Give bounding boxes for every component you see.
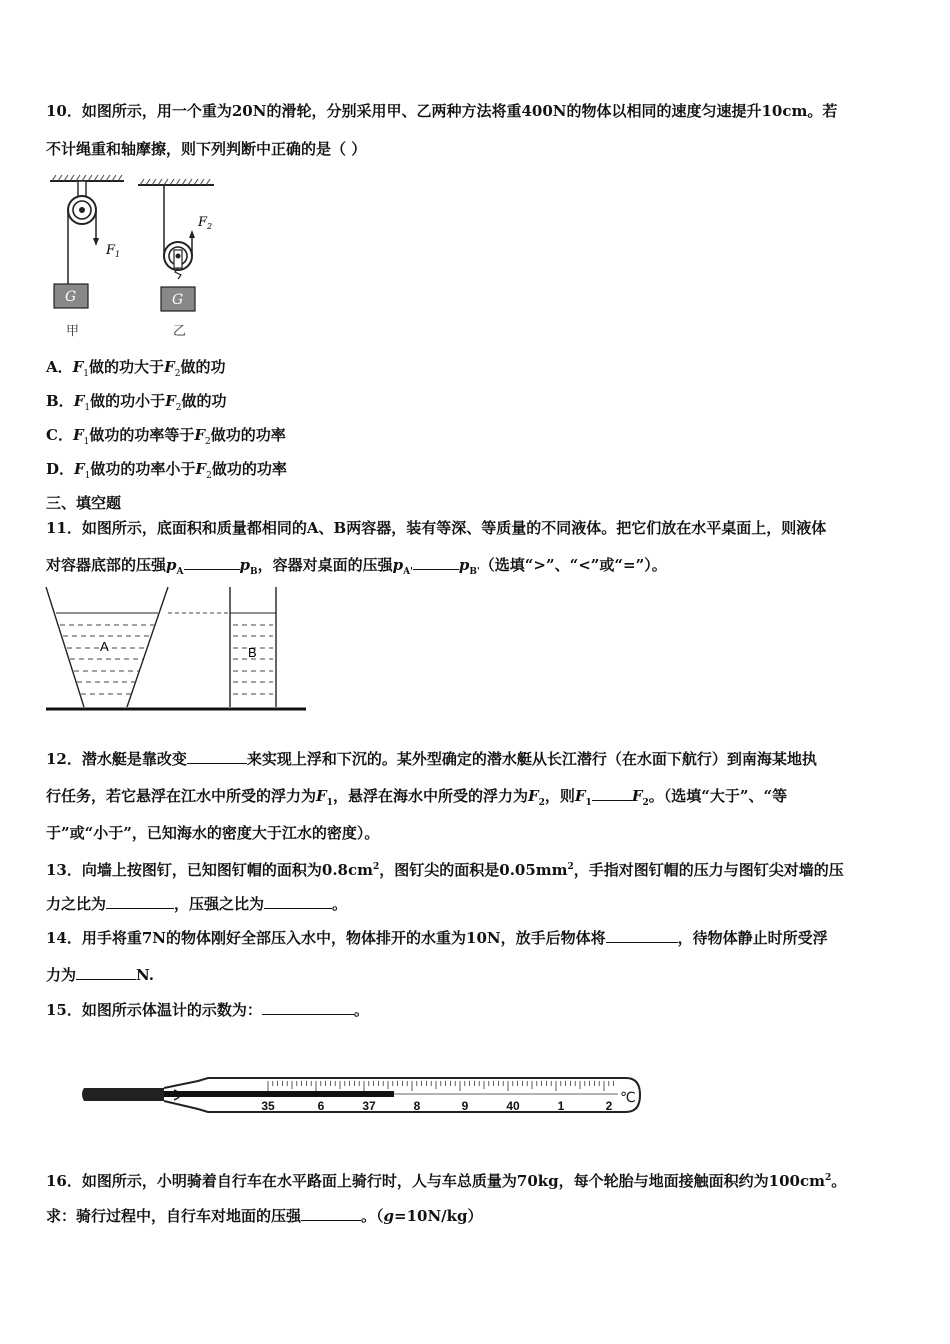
blank-q14-1[interactable] xyxy=(606,928,678,943)
weight-b-label: G xyxy=(172,292,184,308)
section-heading: 三、填空题 xyxy=(46,494,122,512)
tick-label: 9 xyxy=(461,1099,469,1113)
q11-line2: 对容器底部的压强$p_A$ $p_B$，容器对桌面的压强$p_{A'}$ $p_{B'}$（选填“>”、“<”或“=”）。 xyxy=(46,556,667,577)
movable-pulley xyxy=(164,242,192,279)
container-a xyxy=(46,587,168,707)
blank-q11-2[interactable] xyxy=(413,555,459,570)
option-b: B．$F_1$做的功小于$F_2$做的功 xyxy=(46,392,227,413)
option-d: D．$F_1$做功的功率小于$F_2$做功的功率 xyxy=(46,460,287,481)
q13-line2: 力之比为 ，压强之比为 。 xyxy=(46,895,348,913)
q16-line2: 求：骑行过程中，自行车对地面的压强 。（g=10N/kg） xyxy=(46,1207,483,1225)
thermometer-bulb xyxy=(82,1088,164,1101)
q10-line2: 不计绳重和轴摩擦，则下列判断中正确的是（ ） xyxy=(46,140,367,158)
label-f1: $F_1$ xyxy=(106,243,121,259)
blank-q12-1[interactable] xyxy=(187,749,247,764)
tick-label: 8 xyxy=(413,1099,421,1113)
q13-line1: 13．向墙上按图钉，已知图钉帽的面积为$0.8cm^2$，图钉尖的面积是$0.05mm^2$，手指对图钉帽的压力与图钉尖对墙的压 xyxy=(46,861,844,879)
q12-line3: 于”或“小于”，已知海水的密度大于江水的密度）。 xyxy=(46,824,380,842)
q14-line1: 14．用手将重7N的物体刚好全部压入水中，物体排开的水重为10N，放手后物体将 ，待物体静止时所受浮 xyxy=(46,929,828,947)
q14-line2: 力为 N. xyxy=(46,966,154,984)
tick-label: 6 xyxy=(317,1099,325,1113)
arrow-f2 xyxy=(189,230,195,238)
option-a: A．$F_1$做的功大于$F_2$做的功 xyxy=(46,358,226,379)
caption-yi: 乙 xyxy=(173,324,187,339)
tick-label: 2 xyxy=(605,1099,613,1113)
q10-line1: 10．如图所示，用一个重为20N的滑轮，分别采用甲、乙两种方法将重400N的物体以相同的速度匀速提升10cm。若 xyxy=(46,102,838,120)
q11-line1: 11．如图所示，底面积和质量都相同的A、B两容器，装有等深、等质量的不同液体。把它们放在水平桌面上，则液体 xyxy=(46,519,827,537)
fixed-pulley xyxy=(68,181,96,224)
thermometer-scale xyxy=(268,1081,614,1091)
tick-label: 35 xyxy=(261,1099,275,1113)
caption-jia: 甲 xyxy=(66,324,80,339)
blank-q12-2[interactable] xyxy=(592,786,632,801)
thermometer-figure xyxy=(78,1068,644,1118)
option-c: C．$F_1$做功的功率等于$F_2$做功的功率 xyxy=(46,426,286,447)
blank-q16[interactable] xyxy=(301,1206,361,1221)
tick-label: 37 xyxy=(362,1099,376,1113)
blank-q14-2[interactable] xyxy=(76,965,136,980)
blank-q11-1[interactable] xyxy=(184,555,240,570)
tick-label: 1 xyxy=(557,1099,565,1113)
q12-line1: 12．潜水艇是靠改变 来实现上浮和下沉的。某外型确定的潜水艇从长江潜行（在水面下航行）到南海某地执 xyxy=(46,750,817,768)
label-b: B xyxy=(248,645,257,660)
container-b xyxy=(230,587,276,707)
pulley-figure xyxy=(46,172,236,340)
tick-label: 40 xyxy=(506,1099,520,1113)
blank-q13-2[interactable] xyxy=(264,894,332,909)
q16-line1: 16．如图所示，小明骑着自行车在水平路面上骑行时，人与车总质量为70kg，每个轮胎与地面接触面积约为$100cm^2$。 xyxy=(46,1172,847,1190)
q15-line1: 15．如图所示体温计的示数为： 。 xyxy=(46,1001,369,1019)
blank-q15[interactable] xyxy=(262,1000,354,1015)
weight-a-label: G xyxy=(65,289,77,305)
ceiling-a xyxy=(50,175,124,181)
arrow-f1 xyxy=(93,238,99,246)
blank-q13-1[interactable] xyxy=(106,894,174,909)
label-a: A xyxy=(100,639,109,654)
ceiling-b xyxy=(138,179,214,185)
unit-celsius: ℃ xyxy=(620,1090,636,1106)
mercury-column xyxy=(164,1091,394,1097)
label-f2: $F_2$ xyxy=(198,215,213,231)
containers-figure xyxy=(44,585,309,715)
q12-line2: 行任务，若它悬浮在江水中所受的浮力为$F_1$，悬浮在海水中所受的浮力为$F_2$，则$F_1$ $F_2$。（选填“大于”、“等 xyxy=(46,787,788,808)
